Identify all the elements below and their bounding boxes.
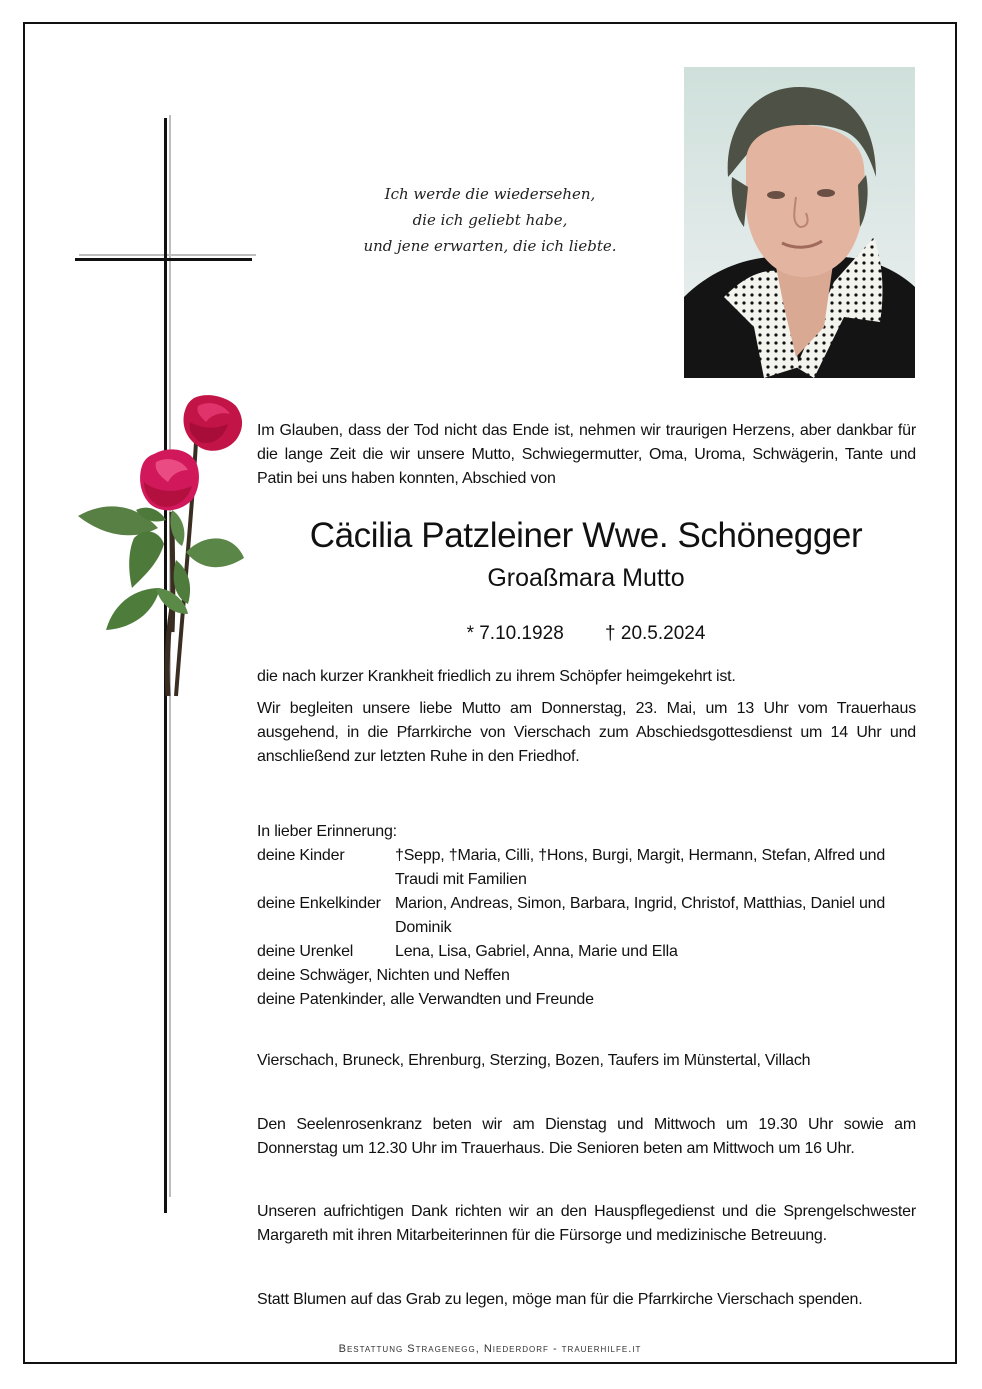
quote-line: und jene erwarten, die ich liebte. <box>363 237 617 255</box>
deceased-nickname: Groaßmara Mutto <box>487 564 685 592</box>
mourner-names: †Sepp, †Maria, Cilli, †Hons, Burgi, Margit, Hermann, Stefan, Alfred und Traudi mit Familien <box>395 847 886 888</box>
roses-image <box>76 392 246 704</box>
death-date: † 20.5.2024 <box>605 623 706 644</box>
rosary-paragraph: Den Seelenrosenkranz beten wir am Dienstag und Mittwoch um 19.30 Uhr sowie am Donnerstag um 12.30 Uhr im Trauerhaus. Die Senioren beten am Mittwoch um 16 Uhr. <box>257 1116 916 1157</box>
deceased-name: Cäcilia Patzleiner Wwe. Schönegger <box>309 516 863 555</box>
mourners-list <box>257 820 916 1012</box>
places-line: Vierschach, Bruneck, Ehrenburg, Sterzing, Bozen, Taufers im Münstertal, Villach <box>257 1052 811 1069</box>
mourner-line: deine Schwäger, Nichten und Neffen <box>257 967 510 984</box>
cross-horizontal-beam <box>75 258 252 261</box>
portrait-photo <box>684 67 915 378</box>
intro-paragraph: Im Glauben, dass der Tod nicht das Ende ist, nehmen wir traurigen Herzens, aber dankbar für die lange Zeit die wir unsere Mutto, Schwiegermutter, Oma, Uroma, Schwägerin, Tante und Patin bei uns haben konnten, Abschied von <box>257 422 916 487</box>
mourner-row <box>257 892 916 940</box>
mourner-names: Lena, Lisa, Gabriel, Anna, Marie und Ella <box>395 943 678 960</box>
passing-paragraph: die nach kurzer Krankheit friedlich zu ihrem Schöpfer heimgekehrt ist. <box>257 668 736 685</box>
mourner-line: deine Patenkinder, alle Verwandten und Freunde <box>257 991 594 1008</box>
mourner-label: deine Enkelkinder <box>257 895 381 912</box>
footer-funeral-home: Bestattung Stragenegg, Niederdorf - trauerhilfe.it <box>338 1343 642 1355</box>
mourner-label: deine Urenkel <box>257 943 354 960</box>
donation-paragraph: Statt Blumen auf das Grab zu legen, möge man für die Pfarrkirche Vierschach spenden. <box>257 1291 863 1308</box>
quote-line: Ich werde die wiedersehen, <box>384 185 596 203</box>
mourner-label: deine Kinder <box>257 847 345 864</box>
memorial-quote <box>330 181 650 259</box>
mourners-heading: In lieber Erinnerung: <box>257 823 397 840</box>
cross-horizontal-shadow <box>79 254 256 256</box>
quote-line: die ich geliebt habe, <box>412 211 568 229</box>
birth-date: * 7.10.1928 <box>466 623 564 644</box>
funeral-paragraph: Wir begleiten unsere liebe Mutto am Donnerstag, 23. Mai, um 13 Uhr vom Trauerhaus ausgehend, in die Pfarrkirche von Vierschach zum Abschiedsgottesdienst um 14 Uhr und anschließend zur letzten Ruhe in den Friedhof. <box>257 700 916 765</box>
thanks-paragraph: Unseren aufrichtigen Dank richten wir an den Hauspflegedienst und die Sprengelschwester Margareth mit ihren Mitarbeiterinnen für die Fürsorge und medizinische Betreuung. <box>257 1203 916 1244</box>
mourner-row <box>257 940 916 964</box>
mourner-names: Marion, Andreas, Simon, Barbara, Ingrid, Christof, Matthias, Daniel und Dominik <box>395 895 886 936</box>
life-dates <box>240 621 932 647</box>
mourner-row <box>257 844 916 892</box>
